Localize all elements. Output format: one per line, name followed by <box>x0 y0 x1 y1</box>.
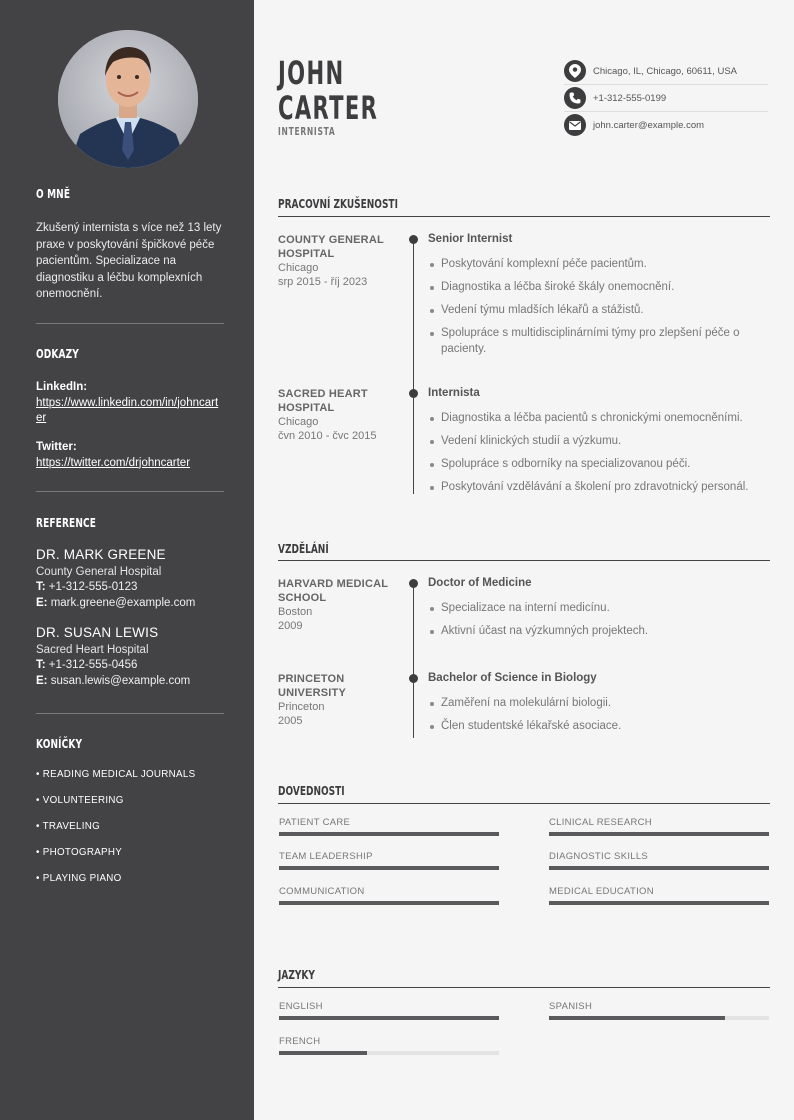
email-value: mark.greene@example.com <box>50 596 196 609</box>
skill-bar-fill <box>549 866 769 870</box>
hobby-item: • TRAVELING <box>36 821 101 832</box>
reference-name: DR. MARK GREENE <box>36 547 166 562</box>
position-title: Internista <box>428 387 480 399</box>
divider <box>36 491 224 492</box>
about-title: O MNĚ <box>36 186 71 201</box>
phone-value: +1-312-555-0456 <box>48 659 138 671</box>
language-bar-fill <box>279 1051 367 1055</box>
job-role: INTERNISTA <box>278 126 336 138</box>
year: 2009 <box>278 620 303 632</box>
list-item: Poskytování vzdělávání a školení pro zdravotnický personál. <box>428 480 768 496</box>
hobbies-list <box>36 766 195 896</box>
skill-bar-fill <box>279 866 499 870</box>
list-item: Spolupráce s odborníky na specializovanou péči. <box>428 457 768 473</box>
skill-label: TEAM LEADERSHIP <box>279 851 373 862</box>
email-icon <box>564 114 586 136</box>
skill-bar-fill <box>279 832 499 836</box>
divider <box>36 323 224 324</box>
links-title: ODKAZY <box>36 346 79 361</box>
language-label: FRENCH <box>279 1036 321 1047</box>
reference-org: County General Hospital <box>36 566 162 578</box>
language-bar-fill <box>549 1016 725 1020</box>
skill-bar-fill <box>279 901 499 905</box>
list-item: Diagnostika a léčba pacientů s chronickými onemocněními. <box>428 411 768 427</box>
skill-item <box>549 886 769 905</box>
skill-item <box>549 817 769 836</box>
skill-bar-track <box>549 832 769 836</box>
list-item: Zaměření na molekulární biologii. <box>428 696 768 712</box>
section-divider <box>278 560 770 561</box>
phone-label: T: <box>36 581 46 593</box>
timeline-line <box>413 238 414 494</box>
skill-item <box>549 851 769 870</box>
experience-meta <box>278 387 398 443</box>
list-item: Spolupráce s multidisciplinárními týmy pro zlepšení péče o pacienty. <box>428 326 768 357</box>
list-item: Vedení klinických studií a výzkumu. <box>428 434 768 450</box>
skill-bar-track <box>549 901 769 905</box>
skill-item <box>279 886 499 905</box>
last-name: CARTER <box>278 89 379 127</box>
email-label: E: <box>36 674 48 687</box>
skill-label: PATIENT CARE <box>279 817 351 828</box>
reference-email <box>36 596 236 612</box>
skill-bar-track <box>279 866 499 870</box>
section-divider <box>278 987 770 988</box>
hobby-item: • VOLUNTEERING <box>36 795 124 806</box>
phone-icon <box>564 87 586 109</box>
degree-title: Doctor of Medicine <box>428 577 532 589</box>
contact-email <box>564 111 768 139</box>
reference-item <box>36 624 236 689</box>
skills-title: DOVEDNOSTI <box>278 783 345 798</box>
education-meta <box>278 672 398 728</box>
date-range: čvn 2010 - čvc 2015 <box>278 430 377 442</box>
contact-phone <box>564 84 768 112</box>
skill-item <box>279 817 499 836</box>
reference-item <box>36 546 236 611</box>
date-range: srp 2015 - říj 2023 <box>278 276 368 288</box>
reference-title: REFERENCE <box>36 515 97 530</box>
main-content <box>254 0 794 1120</box>
skill-label: CLINICAL RESEARCH <box>549 817 652 828</box>
education-meta <box>278 577 398 633</box>
section-divider <box>278 803 770 804</box>
reference-phone <box>36 580 236 596</box>
contact-address <box>564 57 768 85</box>
reference-name: DR. SUSAN LEWIS <box>36 625 159 640</box>
position-title: Senior Internist <box>428 233 513 245</box>
experience-meta <box>278 233 398 289</box>
section-divider <box>278 216 770 217</box>
list-item: Člen studentské lékařské asociace. <box>428 719 768 735</box>
reference-phone <box>36 658 236 674</box>
hobby-item: • PHOTOGRAPHY <box>36 847 123 858</box>
language-item <box>549 1001 769 1020</box>
full-name <box>278 56 378 126</box>
language-bar-track <box>549 1016 769 1020</box>
language-bar-track <box>279 1016 499 1020</box>
phone-label: T: <box>36 659 46 671</box>
list-item: Aktivní účast na výzkumných projektech. <box>428 624 768 640</box>
skill-bar-track <box>279 901 499 905</box>
employer: SACRED HEART HOSPITAL <box>278 388 368 414</box>
list-item: Diagnostika a léčba široké škály onemocnění. <box>428 280 768 296</box>
language-bar-track <box>279 1051 499 1055</box>
location: Boston <box>278 606 313 618</box>
sidebar <box>0 0 254 1120</box>
timeline-line <box>413 583 414 738</box>
location-icon <box>564 60 586 82</box>
language-item <box>279 1001 499 1020</box>
link-label: LinkedIn: <box>36 381 88 393</box>
about-text: Zkušený internista s více než 13 lety praxe v poskytování špičkové péče pacientům. Specializace na diagnostiku a léčbu komplexních onemocnění. <box>36 222 222 301</box>
skill-label: MEDICAL EDUCATION <box>549 886 654 897</box>
timeline-dot <box>409 674 418 683</box>
employer: COUNTY GENERAL HOSPITAL <box>278 234 384 260</box>
education-title: VZDĚLÁNÍ <box>278 541 329 556</box>
experience-title: PRACOVNÍ ZKUŠENOSTI <box>278 196 398 211</box>
location: Chicago <box>278 416 319 428</box>
linkedin-link[interactable]: https://www.linkedin.com/in/johncarter <box>36 396 219 424</box>
location: Chicago <box>278 262 319 274</box>
language-label: SPANISH <box>549 1001 593 1012</box>
timeline-dot <box>409 579 418 588</box>
email-value: susan.lewis@example.com <box>50 674 191 687</box>
timeline-dot <box>409 235 418 244</box>
language-label: ENGLISH <box>279 1001 323 1012</box>
education-details <box>428 696 768 742</box>
degree-title: Bachelor of Science in Biology <box>428 672 597 684</box>
list-item: Specializace na interní medicínu. <box>428 601 768 617</box>
phone-value: +1-312-555-0123 <box>48 581 138 593</box>
skill-bar-track <box>549 866 769 870</box>
list-item: Vedení týmu mladších lékařů a stážistů. <box>428 303 768 319</box>
email-text: john.carter@example.com <box>593 119 705 131</box>
address-text: Chicago, IL, Chicago, 60611, USA <box>593 65 737 77</box>
year: 2005 <box>278 715 303 727</box>
duties-list <box>428 257 768 365</box>
skill-label: DIAGNOSTIC SKILLS <box>549 851 649 862</box>
education-details <box>428 601 768 647</box>
school: PRINCETON UNIVERSITY <box>278 673 347 699</box>
list-item: Poskytování komplexní péče pacientům. <box>428 257 768 273</box>
link-label: Twitter: <box>36 441 77 453</box>
divider <box>36 713 224 714</box>
twitter-link[interactable]: https://twitter.com/drjohncarter <box>36 456 191 469</box>
link-linkedin <box>36 380 224 427</box>
location: Princeton <box>278 701 325 713</box>
language-bar-fill <box>279 1016 499 1020</box>
phone-text: +1-312-555-0199 <box>593 92 667 104</box>
skill-label: COMMUNICATION <box>279 886 365 897</box>
language-item <box>279 1036 499 1055</box>
link-twitter <box>36 440 224 471</box>
hobby-item: • READING MEDICAL JOURNALS <box>36 769 196 780</box>
school: HARVARD MEDICAL SCHOOL <box>278 578 388 604</box>
skill-bar-track <box>279 832 499 836</box>
skill-bar-fill <box>549 901 769 905</box>
hobbies-title: KONÍČKY <box>36 736 83 751</box>
email-label: E: <box>36 596 48 609</box>
timeline-dot <box>409 389 418 398</box>
reference-org: Sacred Heart Hospital <box>36 644 149 656</box>
duties-list <box>428 411 768 503</box>
reference-email <box>36 674 236 690</box>
skill-item <box>279 851 499 870</box>
first-name: JOHN <box>278 54 345 92</box>
profile-photo <box>58 30 198 168</box>
hobby-item: • PLAYING PIANO <box>36 873 122 884</box>
languages-title: JAZYKY <box>278 967 315 982</box>
skill-bar-fill <box>549 832 769 836</box>
